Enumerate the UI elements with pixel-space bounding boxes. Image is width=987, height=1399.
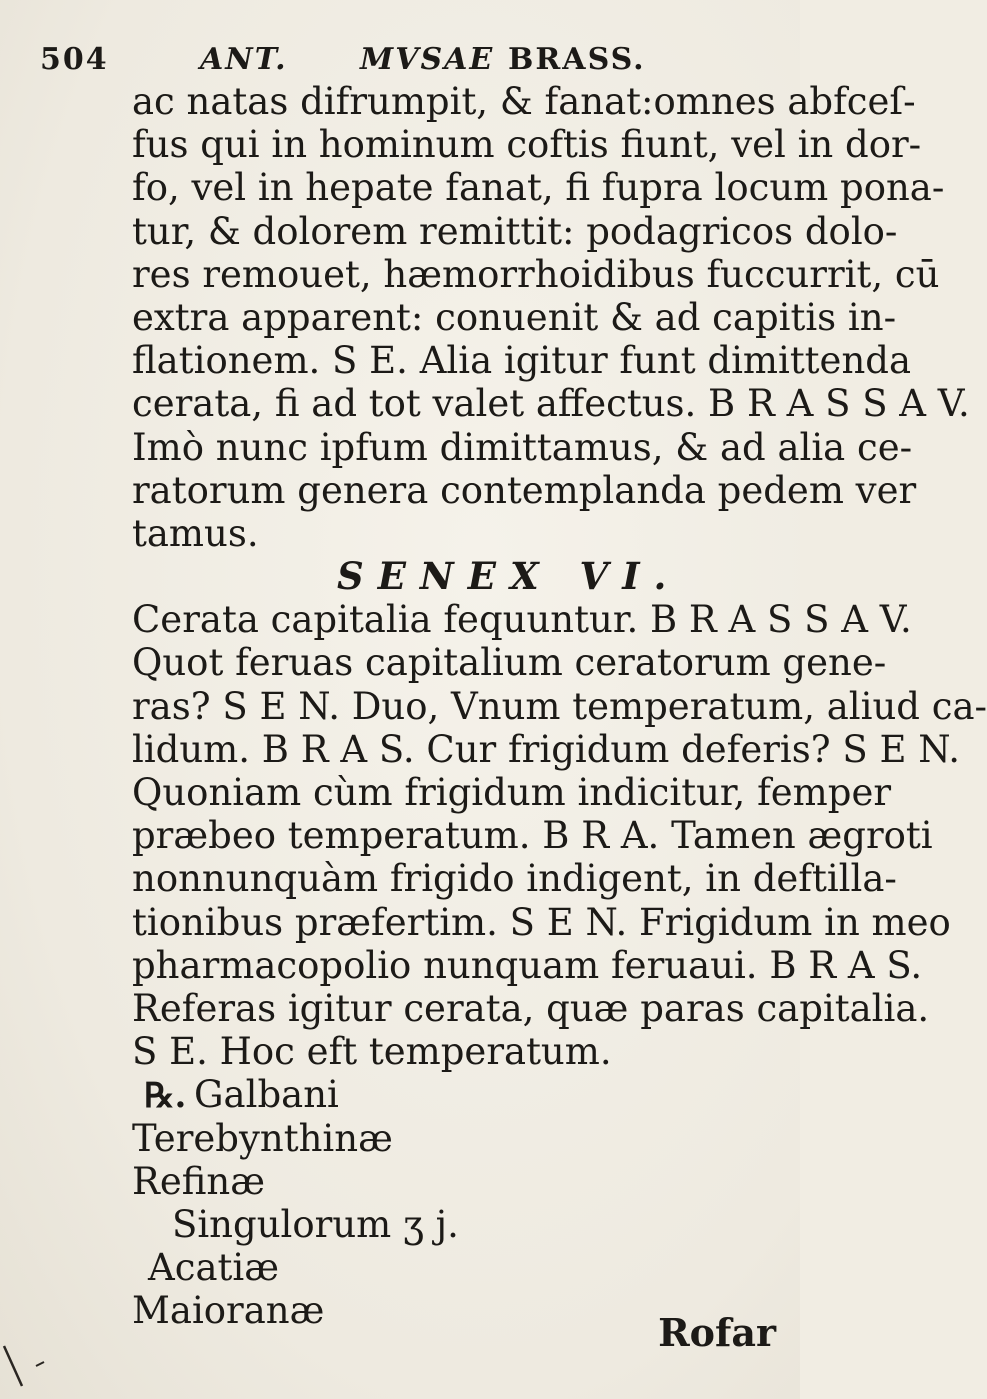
section-heading: SENEX VI.: [337, 554, 681, 599]
text-line: cerata, fi ad tot valet affectus. B R A S S A V.: [132, 382, 970, 426]
text-line: Quoniam cùm frigidum indicitur, femper: [132, 771, 892, 814]
recipe-symbol: ℞.: [144, 1076, 187, 1117]
text-line: præbeo temperatum. B R A. Tamen ægroti: [132, 814, 933, 858]
recipe-first-line: [132, 1073, 782, 1116]
text-line: Imò nunc ipfum dimittamus, & ad alia ce-: [132, 425, 913, 469]
text-line: ras? S E N. Duo, Vnum temperatum, aliud ca-: [132, 684, 987, 728]
text-line: S E. Hoc eft temperatum.: [132, 1030, 612, 1074]
text-line: Referas igitur cerata, quæ paras capitalia.: [132, 986, 930, 1030]
text-line: ratorum genera contemplanda pedem ver: [132, 468, 917, 512]
recipe-item: Singulorum ʒ j.: [172, 1202, 459, 1246]
page-number: 504: [40, 42, 109, 77]
running-title-part1: ANT.: [200, 42, 288, 77]
running-title-part3: BRASS.: [508, 42, 646, 77]
text-line: res remouet, hæmorrhoidibus fuccurrit, cū: [132, 252, 940, 296]
ink-stroke-mark: [0, 1340, 60, 1399]
text-line: ac natas difrumpit, & fanat:omnes abfceſ-: [132, 80, 916, 123]
running-title-part2: MVSAE: [360, 42, 495, 77]
text-line: fus qui in hominum coftis fiunt, vel in dor-: [132, 123, 922, 167]
recipe-item: Terebynthinæ: [132, 1116, 393, 1160]
text-line: tionibus præfertim. S E N. Frigidum in meo: [132, 900, 951, 944]
recipe-item: Maioranæ: [132, 1289, 325, 1333]
text-line: fo, vel in hepate fanat, fi fupra locum pona-: [132, 166, 945, 210]
text-line: flationem. S E. Alia igitur funt dimittenda: [132, 339, 912, 383]
text-line: extra apparent: conuenit & ad capitis in-: [132, 295, 897, 339]
catchword: Rofar: [658, 1310, 776, 1355]
recipe-item: Refinæ: [132, 1159, 266, 1203]
text-line: lidum. B R A S. Cur frigidum deferis? S E N.: [132, 727, 961, 771]
text-line: pharmacopolio nunquam feruaui. B R A S.: [132, 943, 923, 987]
text-line: nonnunquàm frigido indigent, in deftilla-: [132, 857, 897, 901]
text-line: Quot feruas capitalium ceratorum gene-: [132, 641, 887, 685]
text-line: tur, & dolorem remittit: podagricos dolo-: [132, 209, 898, 253]
recipe-item: Galbani: [194, 1073, 339, 1117]
text-line: tamus.: [132, 511, 259, 555]
recipe-item: Acatiæ: [148, 1246, 279, 1290]
text-line: Cerata capitalia fequuntur. B R A S S A V.: [132, 598, 912, 642]
